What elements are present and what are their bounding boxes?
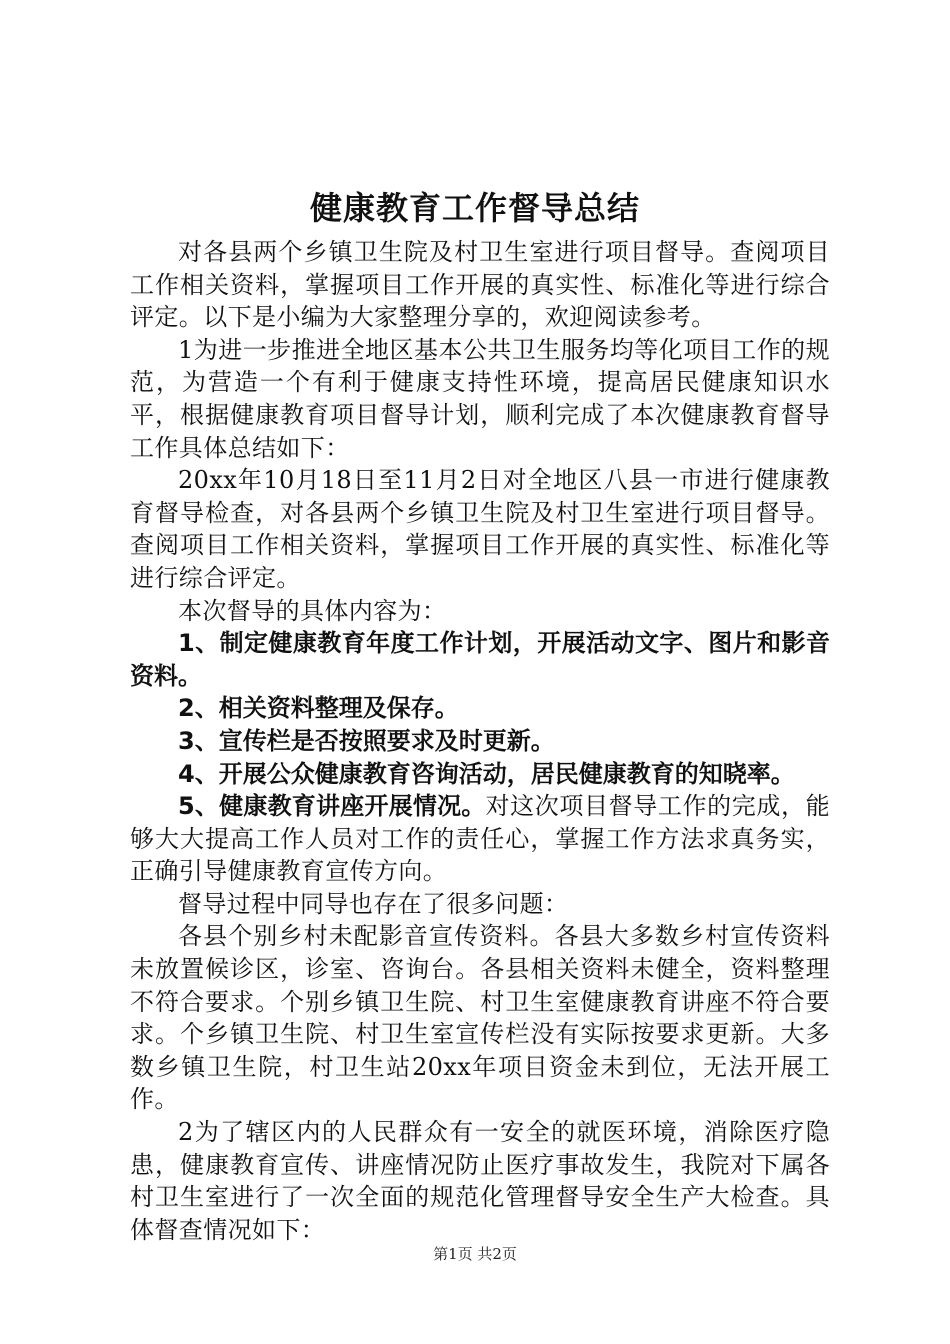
page-footer: 第1页 共2页 [433,1245,517,1263]
inspection-paragraph: 20xx年10月18日至11月2日对全地区八县一市进行健康教育督导检查，对各县两个乡镇卫生院及村卫生室进行项目督导。查阅项目工作相关资料，掌握项目工作开展的真实性、标准化等进行综合评定。 [130,466,830,592]
list-item: 3、宣传栏是否按照要求及时更新。 [178,726,555,755]
list-item-5-text: 对这次项目督导工作的完成，能够大大提高工作人员对工作的责任心，掌握工作方法求真务实，正确引导健康教育宣传方向。 [130,792,830,886]
list-item-5-heading: 5、健康教育讲座开展情况。 [178,792,486,821]
list-item: 1、制定健康教育年度工作计划，开展活动文字、图片和影音资料。 [130,629,830,690]
problems-intro-paragraph: 督导过程中同导也存在了很多问题： [178,889,569,918]
document-title: 健康教育工作督导总结 [309,189,640,227]
document-body [130,236,830,1246]
section-2-paragraph: 2为了辖区内的人民群众有一安全的就医环境，消除医疗隐患，健康教育宣传、讲座情况防止医疗事故发生，我院对下属各村卫生室进行了一次全面的规范化管理督导安全生产大检查。具体督查情况如下： [130,1118,830,1244]
list-item-5 [130,790,830,888]
intro-paragraph: 对各县两个乡镇卫生院及村卫生室进行项目督导。查阅项目工作相关资料，掌握项目工作开展的真实性、标准化等进行综合评定。以下是小编为大家整理分享的，欢迎阅读参考。 [130,238,830,332]
purpose-paragraph: 1为进一步推进全地区基本公共卫生服务均等化项目工作的规范，为营造一个有利于健康支持性环境，提高居民健康知识水平，根据健康教育项目督导计划，顺利完成了本次健康教育督导工作具体总结如下： [130,335,830,462]
content-intro-paragraph: 本次督导的具体内容为： [178,596,447,625]
list-item: 2、相关资料整理及保存。 [178,694,459,723]
list-item: 4、开展公众健康教育咨询活动，居民健康教育的知晓率。 [178,759,795,788]
problems-paragraph: 各县个别乡村未配影音宣传资料。各县大多数乡村宣传资料未放置候诊区，诊室、咨询台。各县相关资料未健全，资料整理不符合要求。个别乡镇卫生院、村卫生室健康教育讲座不符合要求。个乡镇卫生院、村卫生室宣传栏没有实际按要求更新。大多数乡镇卫生院，村卫生站20xx年项目资金未到位，无法开展工作。 [130,922,830,1114]
